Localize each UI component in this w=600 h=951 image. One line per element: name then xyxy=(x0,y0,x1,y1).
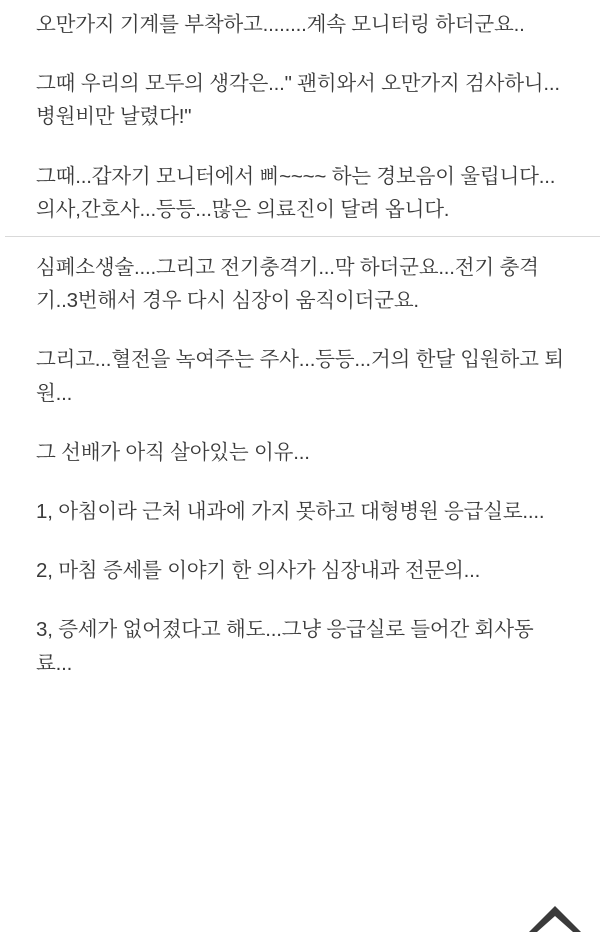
paragraph: 그리고...혈전을 녹여주는 주사...등등...거의 한달 입원하고 퇴원... xyxy=(36,348,564,405)
paragraph: 심폐소생술....그리고 전기충격기...막 하더군요...전기 충격기..3번해서 경우 다시 심장이 움직이더군요. xyxy=(36,256,539,313)
scroll-to-top-button[interactable] xyxy=(524,891,586,945)
article-section-bottom xyxy=(0,237,600,680)
paragraph: 오만가지 기계를 부착하고........계속 모니터링 하더군요.. xyxy=(36,13,525,36)
paragraph: 2, 마침 증세를 이야기 한 의사가 심장내과 전문의... xyxy=(36,559,481,583)
paragraph: 1, 아침이라 근처 내과에 가지 못하고 대형병원 응급실로.... xyxy=(36,500,545,524)
page-left-edge xyxy=(0,0,5,951)
article-section-top xyxy=(0,0,600,236)
paragraph: 그때...갑자기 모니터에서 삐~~~~ 하는 경보음이 울립니다...의사,간호사...등등...많은 의료진이 달려 옵니다. xyxy=(36,164,556,221)
chevron-up-icon xyxy=(525,898,585,938)
paragraph: 그때 우리의 모두의 생각은..." 괜히와서 오만가지 검사하니...병원비만 날렸다!" xyxy=(36,72,560,129)
paragraph: 그 선배가 아직 살아있는 이유... xyxy=(36,440,310,464)
paragraph: 3, 증세가 없어졌다고 해도...그냥 응급실로 들어간 회사동료... xyxy=(36,618,534,675)
